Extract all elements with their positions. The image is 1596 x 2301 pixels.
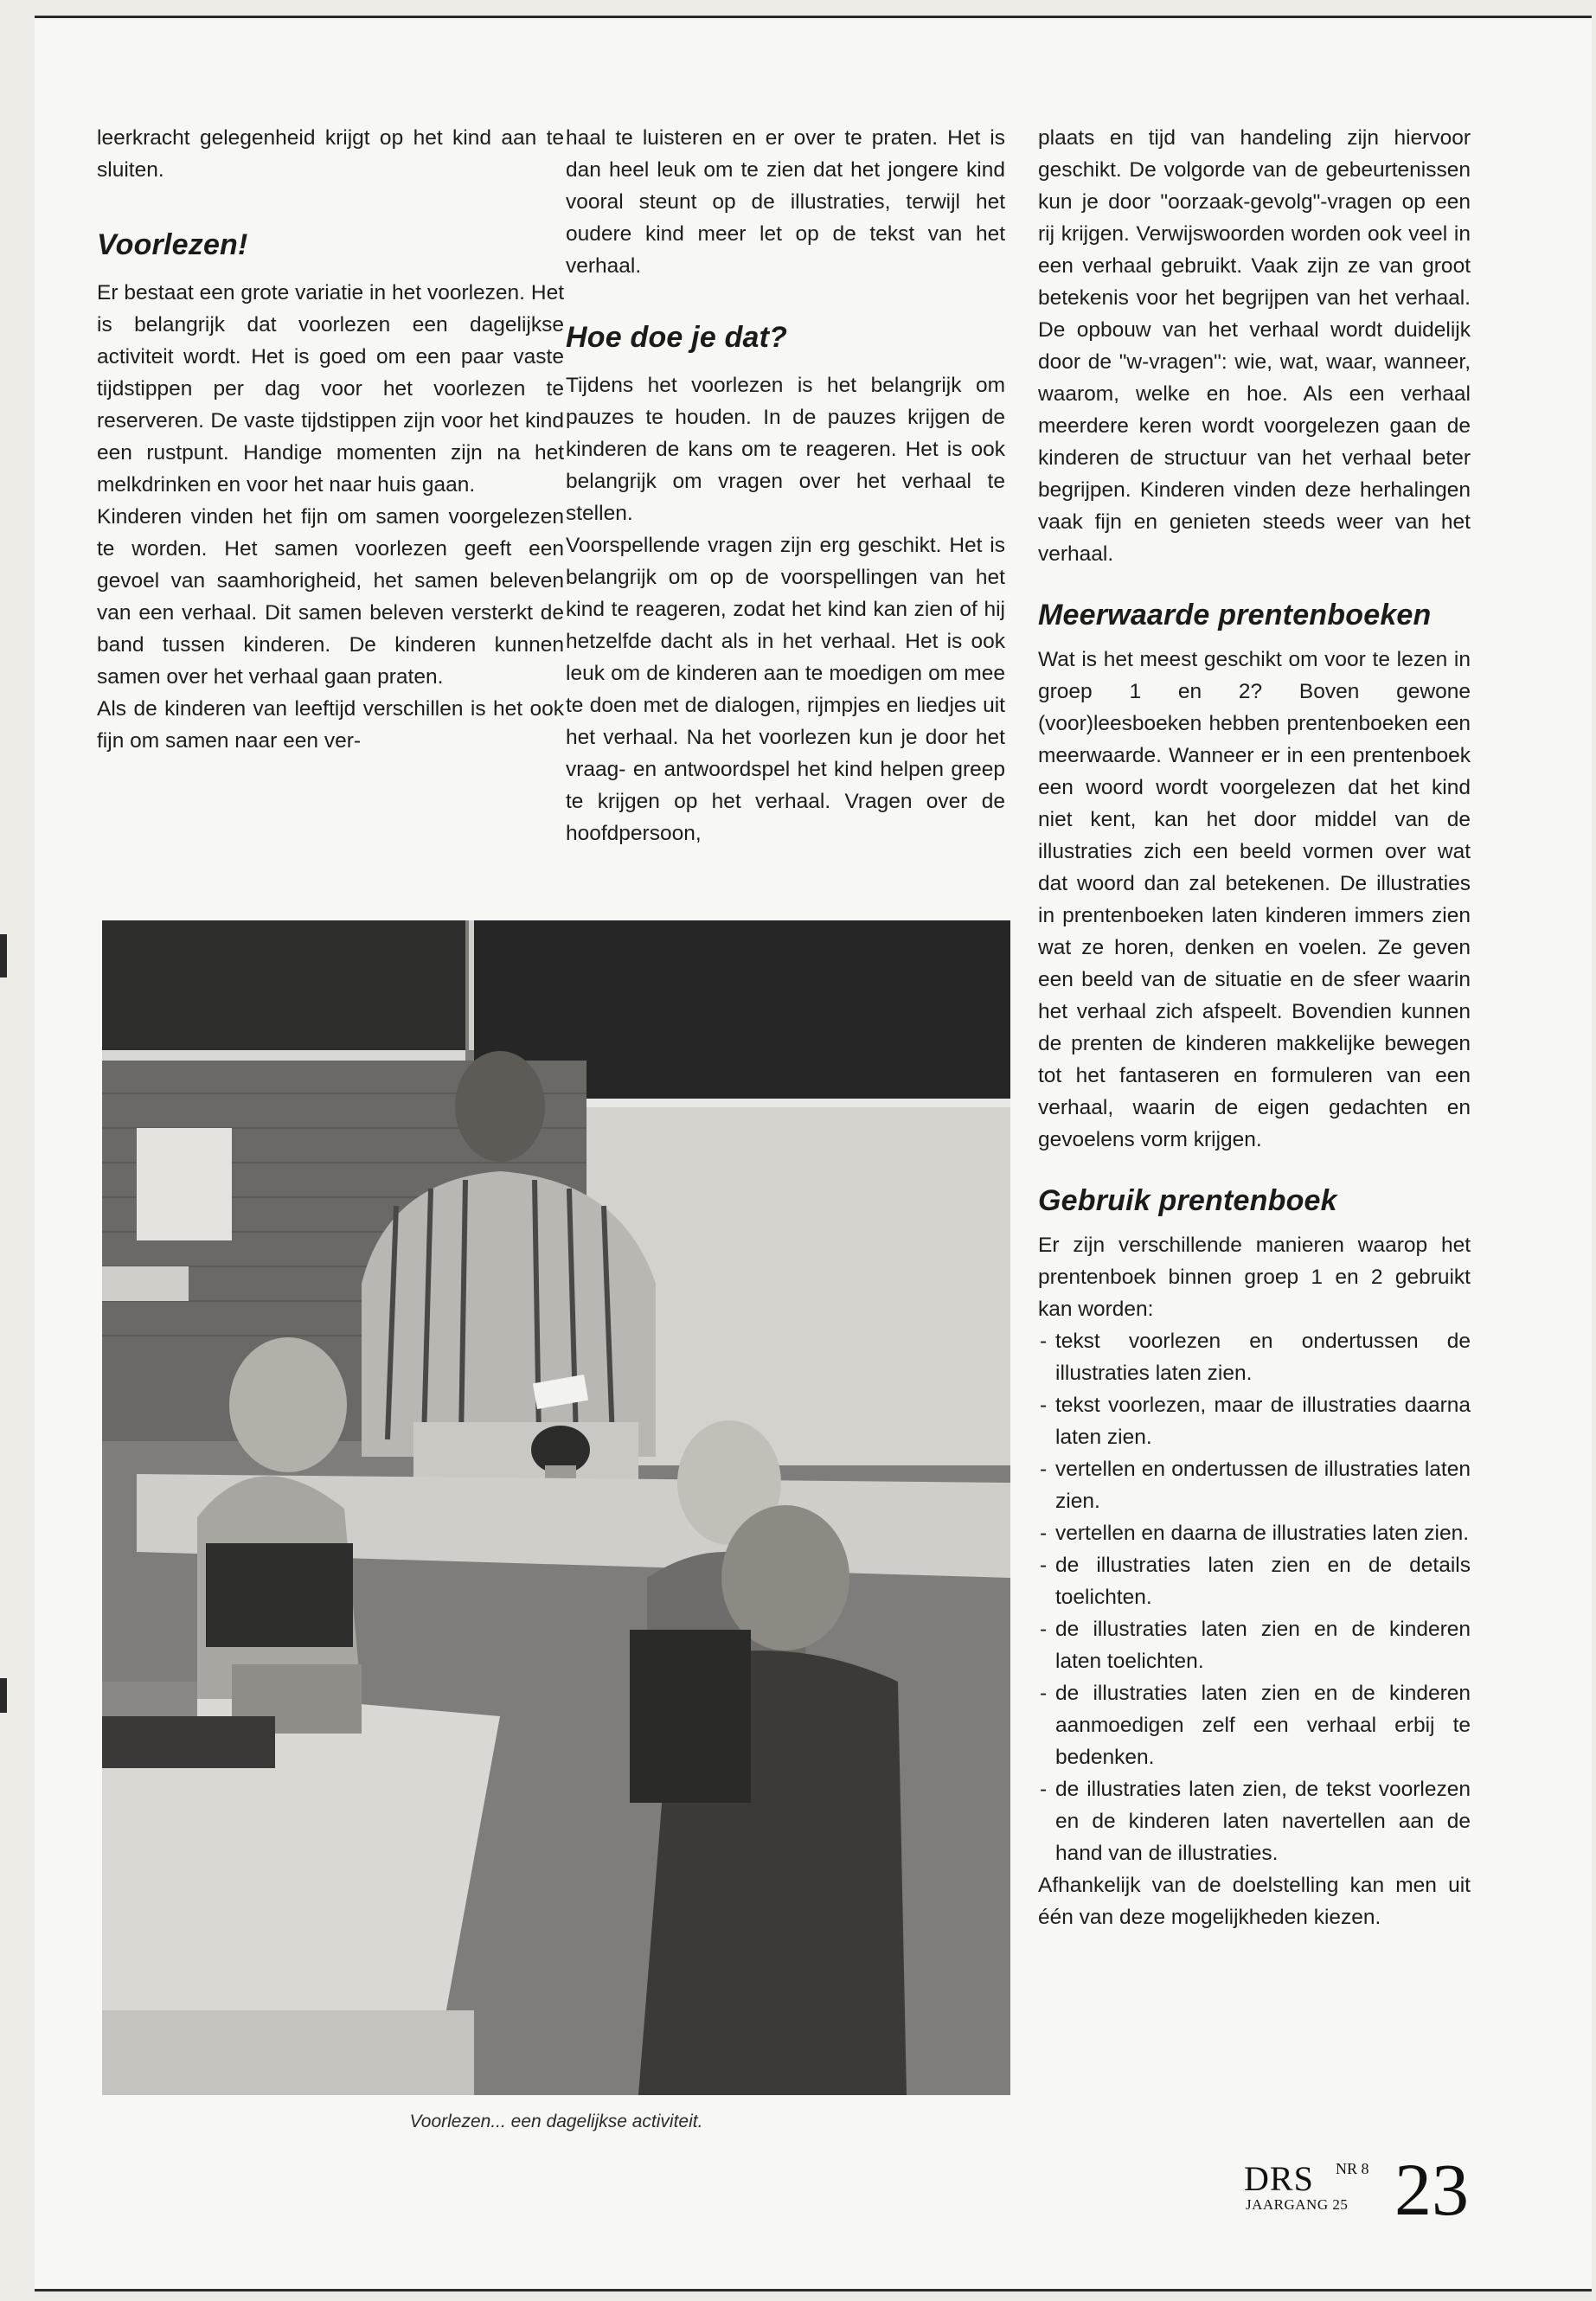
usage-list	[1038, 1325, 1471, 1869]
page-number: 23	[1394, 2148, 1469, 2231]
column-1	[97, 122, 564, 757]
classroom-photo	[102, 920, 1010, 2095]
crop-mark-top	[0, 934, 7, 977]
magazine-page	[35, 16, 1592, 2291]
col3-paragraph-2: Er zijn verschillende manieren waarop het prentenboek binnen groep 1 en 2 gebruikt kan worden:	[1038, 1234, 1471, 1321]
list-item: - de illustraties laten zien en de kinderen aanmoedigen zelf een verhaal erbij te bedenken.	[1038, 1677, 1471, 1773]
crop-mark-bottom	[0, 1678, 7, 1713]
page-footer	[1244, 2148, 1503, 2231]
list-item: - tekst voorlezen, maar de illustraties daarna laten zien.	[1038, 1389, 1471, 1453]
photo-caption: Voorlezen... een dagelijkse activiteit.	[409, 2112, 703, 2131]
col3-intro: plaats en tijd van handeling zijn hiervoor geschikt. De volgorde van de gebeurtenissen kun je door "oorzaak-gevolg"-vragen op een rij krijgen. Verwijswoorden worden ook veel in een verhaal gebruikt. Vaak zijn ze van groot betekenis voor het begrijpen van het verhaal. De opbouw van het verhaal wordt duidelijk door de "w-vragen": wie, wat, waar, wanneer, waarom, welke en hoe. Als een verhaal meerdere keren wordt voorgelezen gaan de kinderen de structuur van het verhaal beter begrijpen. Kinderen vinden deze herhalingen vaak fijn en genieten steeds weer van het verhaal.	[1038, 126, 1471, 566]
list-item: - de illustraties laten zien en de kinderen laten toelichten.	[1038, 1613, 1471, 1677]
col1-intro: leerkracht gelegenheid krijgt op het kind aan te sluiten.	[97, 126, 564, 182]
heading-gebruik-prentenboek: Gebruik prentenboek	[1038, 1184, 1337, 1217]
col1-paragraph-2: Kinderen vinden het fijn om samen voorgelezen te worden. Het samen voorlezen geeft een gevoel van saamhorigheid, het samen beleven van een verhaal. Dit samen beleven versterkt de band tussen kinderen. De kinderen kunnen samen over het verhaal gaan praten.	[97, 505, 564, 689]
column-3	[1038, 122, 1471, 1933]
col2-intro: haal te luisteren en er over te praten. Het is dan heel leuk om te zien dat het jongere kind vooral steunt op de illustraties, terwijl het oudere kind meer let op de tekst van het verhaal.	[566, 126, 1005, 278]
column-2	[566, 122, 1005, 849]
col3-paragraph-3: Afhankelijk van de doelstelling kan men uit één van deze mogelijkheden kiezen.	[1038, 1874, 1471, 1929]
col2-paragraph-1: Tijdens het voorlezen is het belangrijk om pauzes te houden. In de pauzes krijgen de kinderen de kans om te reageren. Het is ook belangrijk om vragen over het verhaal te stellen.	[566, 374, 1005, 525]
list-item: - vertellen en ondertussen de illustraties laten zien.	[1038, 1453, 1471, 1517]
heading-meerwaarde-prentenboeken: Meerwaarde prentenboeken	[1038, 599, 1432, 631]
col3-paragraph-1: Wat is het meest geschikt om voor te lezen in groep 1 en 2? Boven gewone (voor)leesboeken hebben prentenboeken een meerwaarde. Wanneer er in een prentenboek een woord wordt voorgelezen dat het kind niet kent, kan het door middel van de illustraties zich een beeld vormen over wat dat woord dan zal betekenen. De illustraties in prentenboeken laten kinderen immers zien wat ze horen, denken en voelen. Ze geven een beeld van de situatie en de sfeer waarin het verhaal zich afspeelt. Bovendien kunnen de prenten de kinderen makkelijke bewegen tot het fantaseren en formuleren van een verhaal, waarin de eigen gedachten en gevoelens vorm krijgen.	[1038, 648, 1471, 1151]
col1-paragraph-1: Er bestaat een grote variatie in het voorlezen. Het is belangrijk dat voorlezen een dagelijkse activiteit wordt. Het is goed om een paar vaste tijdstippen per dag voor het voorlezen te reserveren. De vaste tijdstippen zijn voor het kind een rustpunt. Handige momenten zijn na het melkdrinken en voor het naar huis gaan.	[97, 281, 564, 497]
list-item: - de illustraties laten zien en de details toelichten.	[1038, 1549, 1471, 1613]
volume-label: JAARGANG 25	[1246, 2196, 1349, 2213]
col2-paragraph-2: Voorspellende vragen zijn erg geschikt. Het is belangrijk om op de voorspellingen van het kind te reageren, zodat het kind kan zien of hij hetzelfde dacht als in het verhaal. Het is ook leuk om de kinderen aan te moedigen om mee te doen met de dialogen, rijmpjes en liedjes uit het verhaal. Na het voorlezen kun je door het vraag- en antwoordspel het kind helpen greep te krijgen op het verhaal. Vragen over de hoofdpersoon,	[566, 534, 1005, 845]
heading-voorlezen: Voorlezen!	[97, 228, 248, 261]
list-item: - tekst voorlezen en ondertussen de illustraties laten zien.	[1038, 1325, 1471, 1389]
magazine-name: DRS	[1244, 2159, 1314, 2198]
col1-paragraph-3: Als de kinderen van leeftijd verschillen is het ook fijn om samen naar een ver-	[97, 697, 564, 753]
heading-hoe-doe-je-dat: Hoe doe je dat?	[566, 321, 788, 354]
list-item: - vertellen en daarna de illustraties laten zien.	[1038, 1517, 1471, 1549]
issue-number: NR 8	[1336, 2160, 1369, 2177]
list-item: - de illustraties laten zien, de tekst voorlezen en de kinderen laten navertellen aan de hand van de illustraties.	[1038, 1773, 1471, 1869]
